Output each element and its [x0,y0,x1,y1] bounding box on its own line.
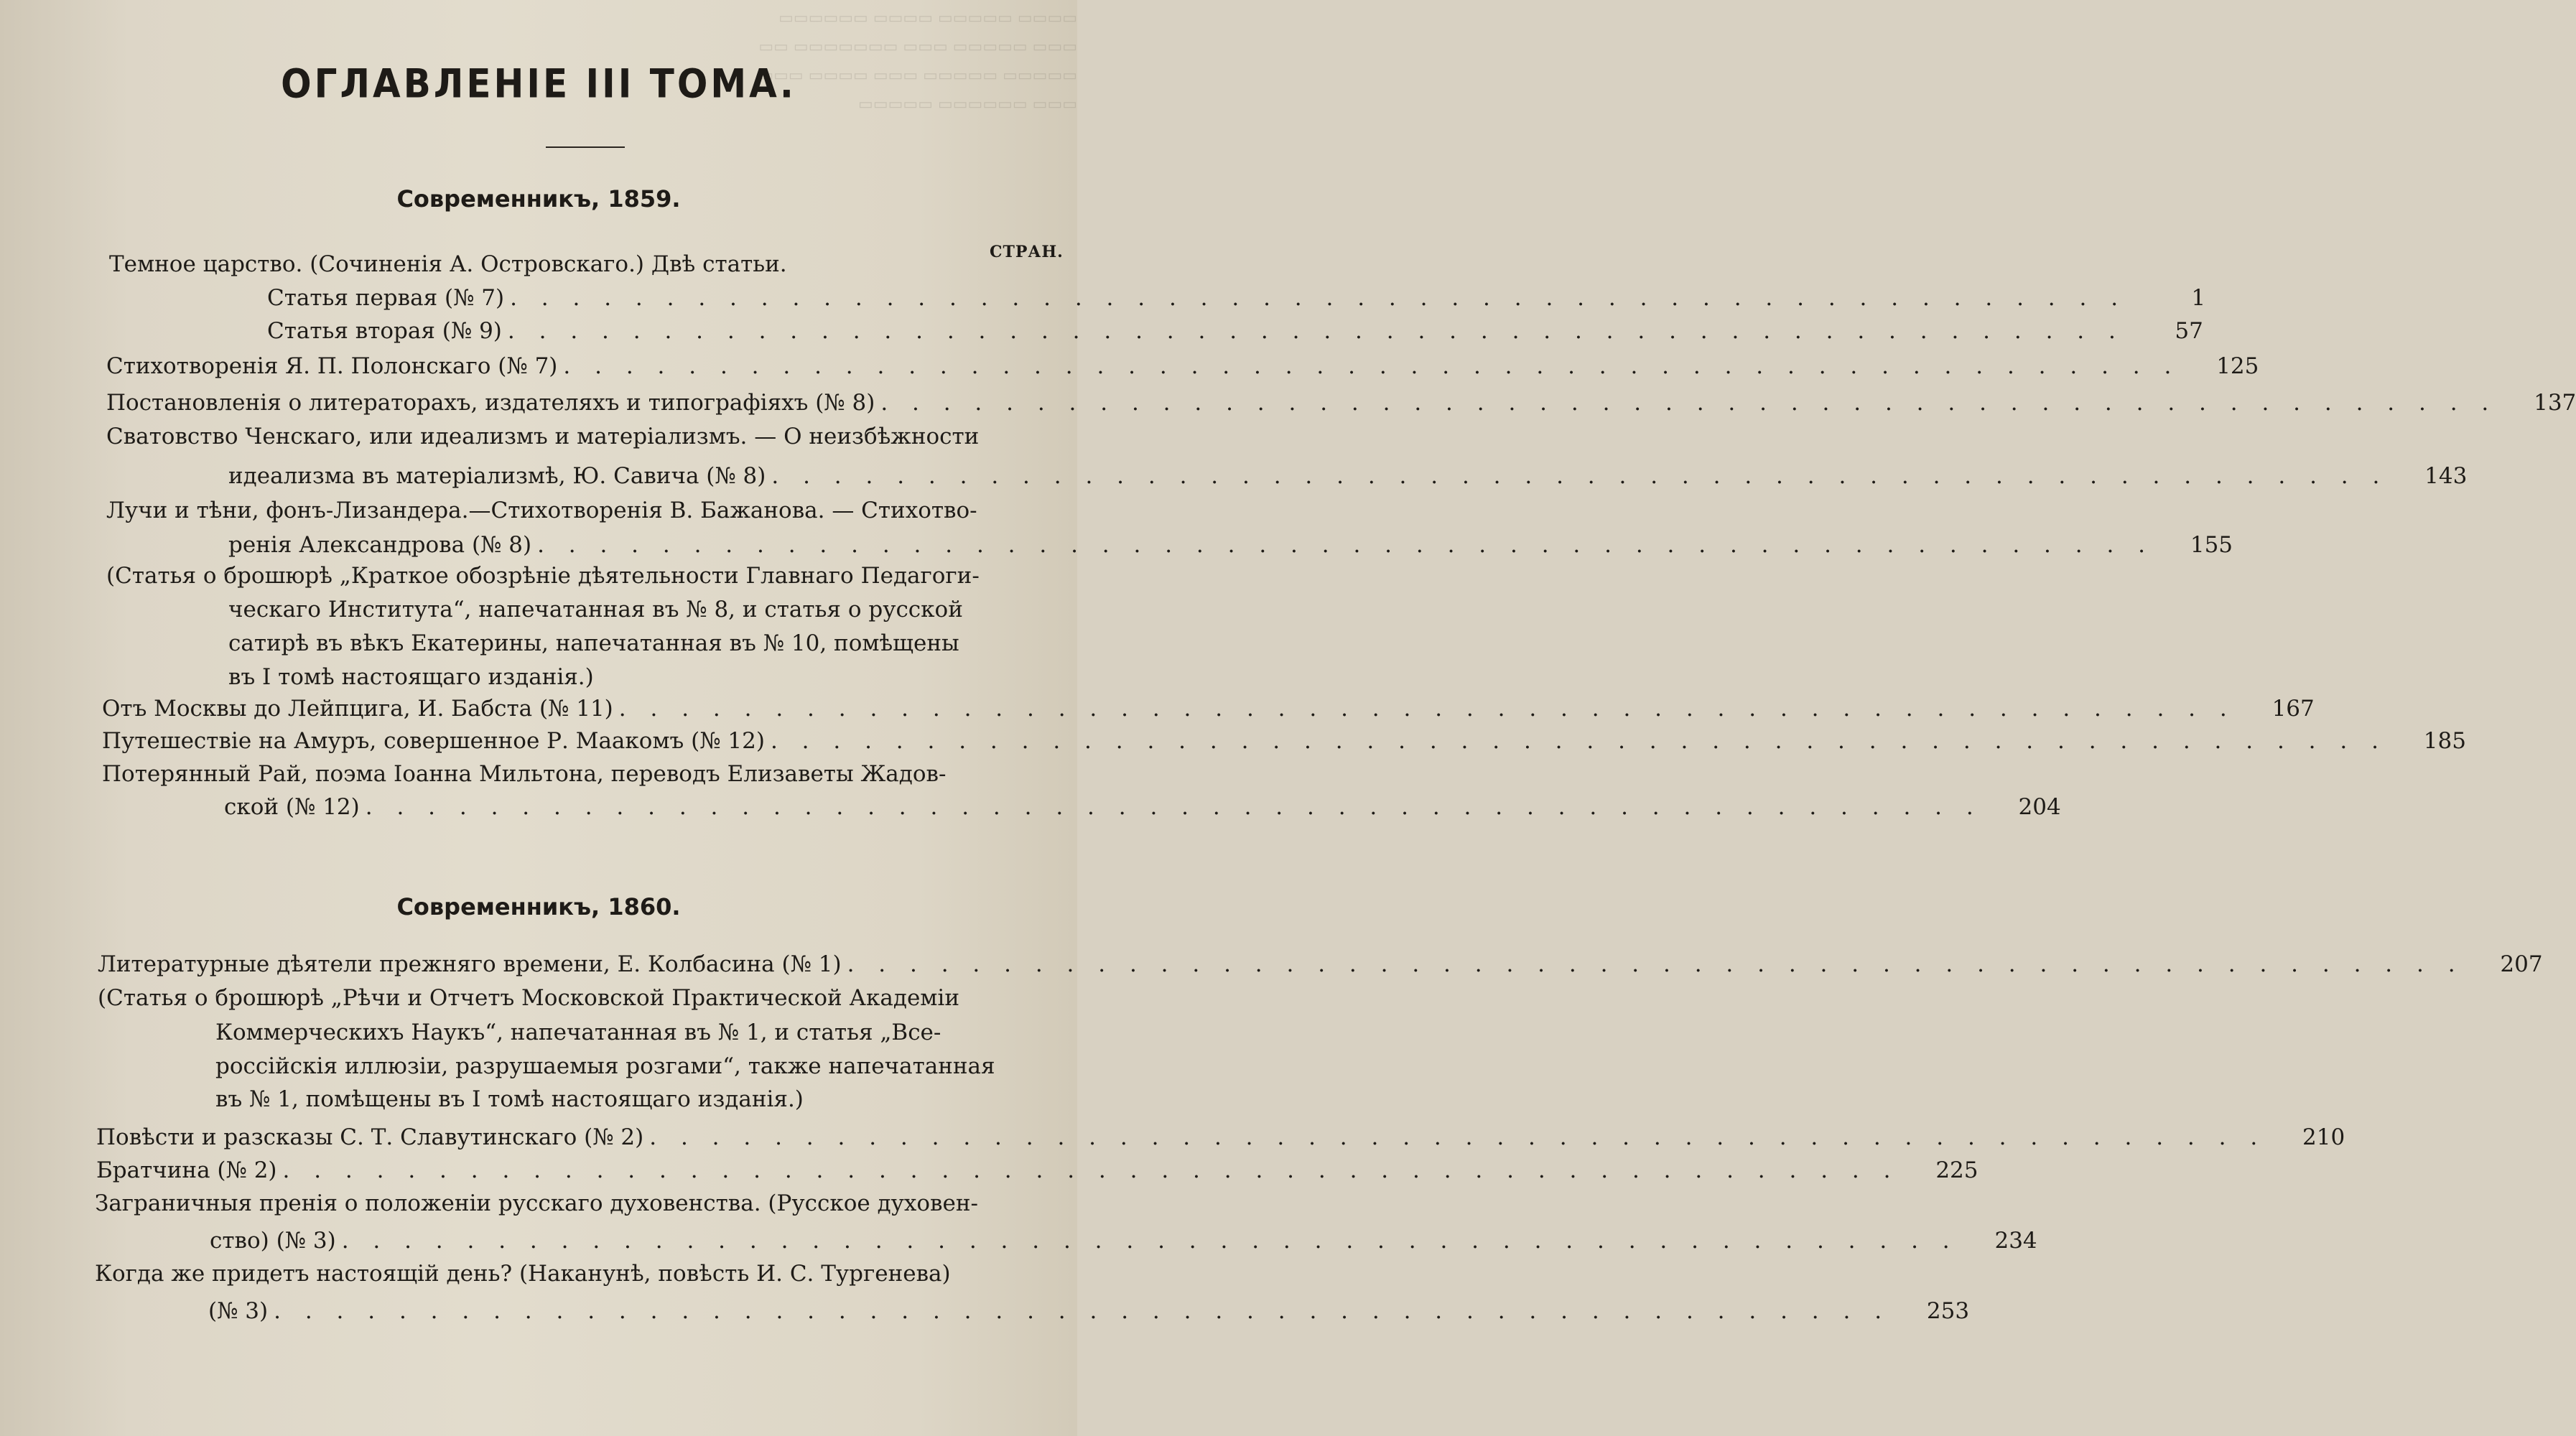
section-heading-1859: Современникъ, 1859. [396,185,681,213]
leader-dots: . . . . . . . . . . . . . . . . . . . . . . . . . . . . . . . . . . . . . . . . . . . . . . . . . . . . [880,390,2498,416]
toc-page-number: 57 [2175,318,2203,344]
toc-entry-title: идеализма въ матеріализмѣ, Ю. Савича (№ 8) [228,463,766,489]
leader-dots: . . . . . . . . . . . . . . . . . . . . . . . . . . . . . . . . . . . . . . . . . . . . . . . . . . . . [341,1228,1958,1254]
leader-dots: . . . . . . . . . . . . . . . . . . . . . . . . . . . . . . . . . . . . . . . . . . . . . . . . . . . . [365,794,1982,820]
toc-page-number: 225 [1935,1157,1979,1183]
toc-page-number: 234 [1994,1228,2037,1254]
toc-entry [208,1298,1970,1324]
page-title: ОГЛАВЛЕНІЕ III ТОМА. [281,61,796,107]
toc-entry [106,390,2576,416]
toc-entry-line: Сватовство Ченскаго, или идеализмъ и матеріализмъ. — О неизбѣжности [106,424,980,449]
toc-entry-title: ство) (№ 3) [210,1228,336,1254]
toc-entry [210,1228,2037,1254]
toc-page-number: 207 [2500,951,2543,977]
toc-page-number: 143 [2424,463,2468,489]
toc-note-line: въ № 1, помѣщены въ I томѣ настоящаго изданія.) [215,1086,804,1112]
toc-note-line: ческаго Института“, напечатанная въ № 8, и статья о русской [228,597,963,623]
toc-entry-title: Стихотворенія Я. П. Полонскаго (№ 7) [106,353,558,379]
toc-entry-title: ренія Александрова (№ 8) [228,532,532,558]
toc-entry [224,794,2061,820]
toc-entry-line: Темное царство. (Сочиненія А. Островскаго.) Двѣ статьи. [109,251,787,277]
toc-page-number: 1 [2191,285,2206,311]
toc-entry [267,285,2206,311]
leader-dots: . . . . . . . . . . . . . . . . . . . . . . . . . . . . . . . . . . . . . . . . . . . . . . . . . . . . [274,1298,1891,1324]
toc-note-line: Коммерческихъ Наукъ“, напечатанная въ № 1, и статья „Все- [215,1020,941,1045]
toc-note-line: (Статья о брошюрѣ „Рѣчи и Отчетъ Московской Практической Академіи [98,985,959,1011]
leader-dots: . . . . . . . . . . . . . . . . . . . . . . . . . . . . . . . . . . . . . . . . . . . . . . . . . . . . [771,463,2389,489]
toc-entry-line: Когда же придетъ настоящій день? (Наканунѣ, повѣсть И. С. Тургенева) [95,1261,951,1287]
leader-dots: . . . . . . . . . . . . . . . . . . . . . . . . . . . . . . . . . . . . . . . . . . . . . . . . . . . . [507,318,2124,344]
toc-page-number: 167 [2272,696,2315,722]
toc-entry [228,532,2233,558]
toc-entry [96,1157,1979,1183]
toc-entry-title: Отъ Москвы до Лейпцига, И. Бабста (№ 11) [102,696,613,722]
toc-entry-title: Повѣсти и разсказы С. Т. Славутинскаго (№ 2) [96,1124,644,1150]
toc-note-line: сатирѣ въ вѣкъ Екатерины, напечатанная въ № 10, помѣщены [228,630,959,656]
toc-entry [102,696,2315,722]
leader-dots: . . . . . . . . . . . . . . . . . . . . . . . . . . . . . . . . . . . . . . . . . . . . . . . . . . . . [649,1124,2266,1150]
toc-entry-title: Братчина (№ 2) [96,1157,277,1183]
toc-entry-title: Постановленія о литераторахъ, издателяхъ и типографіяхъ (№ 8) [106,390,875,416]
leader-dots: . . . . . . . . . . . . . . . . . . . . . . . . . . . . . . . . . . . . . . . . . . . . . . . . . . . . [537,532,2154,558]
toc-page-number: 204 [2018,794,2061,820]
toc-entry-title: Литературные дѣятели прежняго времени, Е. Колбасина (№ 1) [98,951,842,977]
toc-entry-line: Лучи и тѣни, фонъ-Лизандера.—Стихотворенія В. Бажанова. — Стихотво- [106,498,977,523]
toc-page-number: 137 [2534,390,2576,416]
toc-entry-title: (№ 3) [208,1298,269,1324]
toc-page-number: 210 [2302,1124,2345,1150]
leader-dots: . . . . . . . . . . . . . . . . . . . . . . . . . . . . . . . . . . . . . . . . . . . . . . . . . . . . [618,696,2236,722]
leader-dots: . . . . . . . . . . . . . . . . . . . . . . . . . . . . . . . . . . . . . . . . . . . . . . . . . . . . [563,353,2180,379]
toc-entry [228,463,2468,489]
leader-dots: . . . . . . . . . . . . . . . . . . . . . . . . . . . . . . . . . . . . . . . . . . . . . . . . . . . . [510,285,2127,311]
leader-dots: . . . . . . . . . . . . . . . . . . . . . . . . . . . . . . . . . . . . . . . . . . . . . . . . . . . . [847,951,2464,977]
toc-entry [102,728,2466,754]
bleed-through-text: ▭▭▭▭ ▭▭▭▭▭ ▭▭▭▭ ▭▭▭▭▭▭ ▭▭▭ ▭▭▭▭▭ ▭▭▭ ▭▭▭▭▭▭▭ ▭▭ ▭▭▭▭▭ ▭▭▭▭▭ ▭▭▭ ▭▭▭▭ ▭▭▭ ▭▭▭ ▭▭▭▭▭▭ ▭▭▭▭▭ [758,9,1077,113]
toc-entry-line: Заграничныя пренія о положеніи русскаго духовенства. (Русское духовен- [95,1190,978,1216]
toc-page-number: 155 [2190,532,2233,558]
toc-page-number: 185 [2423,728,2466,754]
leader-dots: . . . . . . . . . . . . . . . . . . . . . . . . . . . . . . . . . . . . . . . . . . . . . . . . . . . . [770,728,2387,754]
toc-note-line: въ I томѣ настоящаго изданія.) [228,664,594,690]
page-column-label: СТРАН. [990,243,1064,261]
toc-entry-title: ской (№ 12) [224,794,360,820]
toc-entry [96,1124,2345,1150]
title-divider [546,146,625,148]
leader-dots: . . . . . . . . . . . . . . . . . . . . . . . . . . . . . . . . . . . . . . . . . . . . . . . . . . . . [282,1157,1900,1183]
toc-entry [98,951,2543,977]
toc-page-number: 125 [2216,353,2259,379]
toc-note-line: россійскія иллюзіи, разрушаемыя розгами“, также напечатанная [215,1053,995,1079]
section-heading-1860: Современникъ, 1860. [396,893,681,920]
toc-entry [267,318,2203,344]
toc-entry-title: Статья вторая (№ 9) [267,318,502,344]
toc-note-line: (Статья о брошюрѣ „Краткое обозрѣніе дѣятельности Главнаго Педагоги- [106,563,980,589]
toc-entry [106,353,2259,379]
toc-entry-title: Путешествіе на Амуръ, совершенное Р. Маакомъ (№ 12) [102,728,765,754]
toc-entry-title: Статья первая (№ 7) [267,285,505,311]
toc-entry-line: Потерянный Рай, поэма Іоанна Мильтона, переводъ Елизаветы Жадов- [102,761,947,787]
toc-page-number: 253 [1926,1298,1970,1324]
